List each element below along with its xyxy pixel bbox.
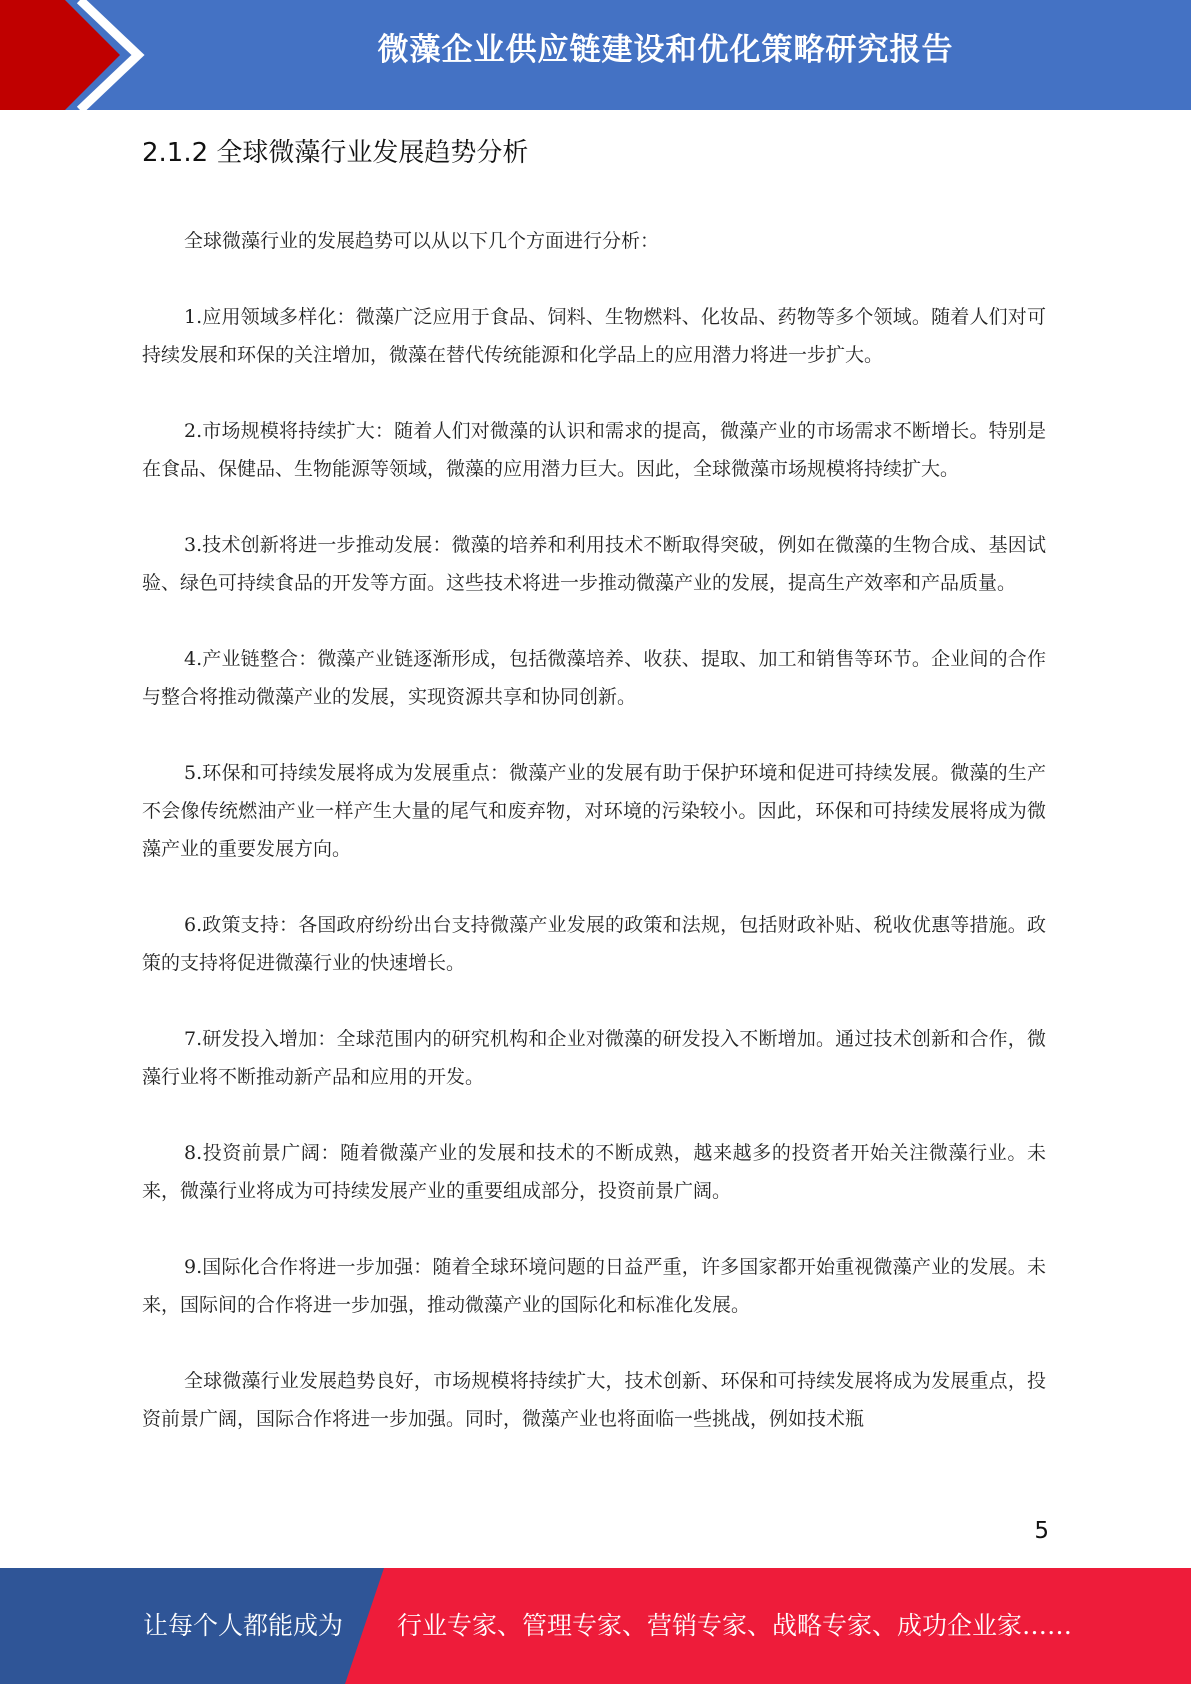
footer-slogan-lead: 让每个人都能成为 <box>143 1611 344 1640</box>
paragraph-point-1: 1.应用领域多样化：微藻广泛应用于食品、饲料、生物燃料、化妆品、药物等多个领域。随着人们对可持续发展和环保的关注增加，微藻在替代传统能源和化学品上的应用潜力将进一步扩大。 <box>142 306 1046 366</box>
page-number: 5 <box>1034 1518 1049 1544</box>
section-heading: 2.1.2 全球微藻行业发展趋势分析 <box>142 138 529 168</box>
paragraph-point-2: 2.市场规模将持续扩大：随着人们对微藻的认识和需求的提高，微藻产业的市场需求不断增长。特别是在食品、保健品、生物能源等领域，微藻的应用潜力巨大。因此，全球微藻市场规模将持续扩大。 <box>142 420 1046 480</box>
header-chevron-decoration <box>0 0 160 110</box>
paragraph-point-7: 7.研发投入增加：全球范围内的研究机构和企业对微藻的研发投入不断增加。通过技术创新和合作，微藻行业将不断推动新产品和应用的开发。 <box>142 1028 1046 1088</box>
paragraph-summary: 全球微藻行业发展趋势良好，市场规模将持续扩大，技术创新、环保和可持续发展将成为发展重点，投资前景广阔，国际合作将进一步加强。同时，微藻产业也将面临一些挑战，例如技术瓶 <box>142 1370 1046 1430</box>
body-content <box>142 222 1046 1476</box>
page-footer <box>0 1568 1191 1684</box>
paragraph-point-6: 6.政策支持：各国政府纷纷出台支持微藻产业发展的政策和法规，包括财政补贴、税收优惠等措施。政策的支持将促进微藻行业的快速增长。 <box>142 914 1046 974</box>
paragraph-point-8: 8.投资前景广阔：随着微藻产业的发展和技术的不断成熟，越来越多的投资者开始关注微藻行业。未来，微藻行业将成为可持续发展产业的重要组成部分，投资前景广阔。 <box>142 1142 1046 1202</box>
paragraph-point-4: 4.产业链整合：微藻产业链逐渐形成，包括微藻培养、收获、提取、加工和销售等环节。企业间的合作与整合将推动微藻产业的发展，实现资源共享和协同创新。 <box>142 648 1046 708</box>
footer-slogan-roles: 行业专家、管理专家、营销专家、战略专家、成功企业家…… <box>397 1611 1073 1640</box>
paragraph-point-5: 5.环保和可持续发展将成为发展重点：微藻产业的发展有助于保护环境和促进可持续发展。微藻的生产不会像传统燃油产业一样产生大量的尾气和废弃物，对环境的污染较小。因此，环保和可持续发展将成为微藻产业的重要发展方向。 <box>142 762 1046 860</box>
paragraph-intro: 全球微藻行业的发展趋势可以从以下几个方面进行分析： <box>184 230 660 252</box>
report-title: 微藻企业供应链建设和优化策略研究报告 <box>377 32 954 68</box>
page-header <box>0 0 1191 110</box>
paragraph-point-3: 3.技术创新将进一步推动发展：微藻的培养和利用技术不断取得突破，例如在微藻的生物合成、基因试验、绿色可持续食品的开发等方面。这些技术将进一步推动微藻产业的发展，提高生产效率和产品质量。 <box>142 534 1046 594</box>
paragraph-point-9: 9.国际化合作将进一步加强：随着全球环境问题的日益严重，许多国家都开始重视微藻产业的发展。未来，国际间的合作将进一步加强，推动微藻产业的国际化和标准化发展。 <box>142 1256 1046 1316</box>
